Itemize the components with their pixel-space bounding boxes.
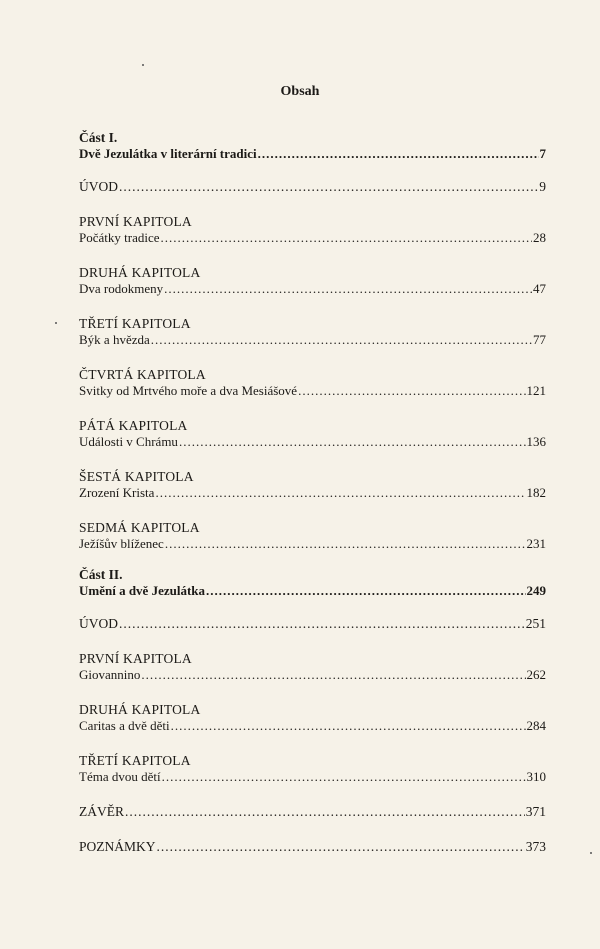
entry-title: POZNÁMKY — [79, 839, 156, 854]
entry-page: 231 — [526, 536, 546, 551]
toc-entry-chapter-4 — [79, 366, 546, 399]
dot-leader — [161, 230, 533, 246]
dot-leader — [162, 769, 526, 785]
chapter-label: TŘETÍ KAPITOLA — [79, 316, 191, 331]
dot-leader — [165, 536, 526, 552]
part-2-title: Umění a dvě Jezulátka — [79, 583, 206, 598]
chapter-label: DRUHÁ KAPITOLA — [79, 702, 201, 717]
part-1-title-line — [79, 146, 546, 162]
toc-line — [79, 178, 546, 195]
entry-title: Giovannino — [79, 667, 141, 682]
part-2-heading — [79, 566, 546, 599]
entry-title: Dva rodokmeny — [79, 281, 164, 296]
toc-line — [79, 434, 546, 450]
part-1-heading — [79, 129, 546, 162]
entry-page: 284 — [526, 718, 546, 733]
entry-page: 262 — [526, 667, 546, 682]
entry-title: Ježíšův blíženec — [79, 536, 164, 551]
dot-leader — [119, 615, 525, 632]
entry-page: 28 — [533, 230, 546, 245]
toc-entry-part2-chapter-2 — [79, 701, 546, 734]
entry-title: Býk a hvězda — [79, 332, 150, 347]
dot-leader — [141, 667, 525, 683]
part-1-label: Část I. — [79, 130, 118, 145]
entry-page: 47 — [533, 281, 546, 296]
toc-entry-chapter-2 — [79, 264, 546, 297]
dot-leader — [151, 332, 532, 348]
chapter-label: PÁTÁ KAPITOLA — [79, 418, 188, 433]
entry-title: Zrození Krista — [79, 485, 155, 500]
chapter-label: DRUHÁ KAPITOLA — [79, 265, 201, 280]
dot-leader — [258, 146, 539, 162]
entry-page: 121 — [526, 383, 546, 398]
toc-line — [79, 615, 546, 632]
toc-entry-part2-chapter-1 — [79, 650, 546, 683]
toc-entry-uvod-1 — [79, 178, 546, 195]
paper-speck — [142, 64, 144, 66]
paper-speck — [590, 852, 592, 854]
entry-page: 310 — [526, 769, 546, 784]
chapter-label: TŘETÍ KAPITOLA — [79, 753, 191, 768]
dot-leader — [157, 838, 525, 855]
dot-leader — [171, 718, 526, 734]
toc-line — [79, 383, 546, 399]
part-1-title: Dvě Jezulátka v literární tradici — [79, 146, 257, 161]
entry-title: Svitky od Mrtvého moře a dva Mesiášové — [79, 383, 298, 398]
chapter-label: ČTVRTÁ KAPITOLA — [79, 367, 206, 382]
entry-title: Téma dvou dětí — [79, 769, 161, 784]
entry-title: Caritas a dvě děti — [79, 718, 170, 733]
part-2-title-line — [79, 583, 546, 599]
toc-entry-chapter-1 — [79, 213, 546, 246]
dot-leader — [164, 281, 532, 297]
part-2-label: Část II. — [79, 567, 123, 582]
toc-line — [79, 536, 546, 552]
chapter-label: SEDMÁ KAPITOLA — [79, 520, 200, 535]
toc-entry-poznamky — [79, 838, 546, 855]
toc-line — [79, 803, 546, 820]
dot-leader — [155, 485, 525, 501]
toc-line — [79, 230, 546, 246]
toc-line — [79, 332, 546, 348]
entry-title: ÚVOD — [79, 179, 118, 194]
toc-line — [79, 485, 546, 501]
table-of-contents — [79, 129, 546, 873]
dot-leader — [298, 383, 525, 399]
entry-title: ZÁVĚR — [79, 804, 124, 819]
toc-entry-chapter-6 — [79, 468, 546, 501]
toc-entry-uvod-2 — [79, 615, 546, 632]
chapter-label: PRVNÍ KAPITOLA — [79, 651, 192, 666]
page-title: Obsah — [280, 84, 320, 99]
entry-page: 136 — [526, 434, 546, 449]
dot-leader — [206, 583, 525, 599]
toc-entry-zaver — [79, 803, 546, 820]
toc-entry-chapter-5 — [79, 417, 546, 450]
toc-line — [79, 838, 546, 855]
toc-line — [79, 281, 546, 297]
entry-page: 371 — [525, 804, 546, 819]
entry-title: ÚVOD — [79, 616, 118, 631]
entry-page: 251 — [525, 616, 546, 631]
entry-title: Události v Chrámu — [79, 434, 178, 449]
toc-line — [79, 718, 546, 734]
entry-page: 373 — [525, 839, 546, 854]
toc-line — [79, 667, 546, 683]
toc-entry-chapter-3 — [79, 315, 546, 348]
toc-line — [79, 769, 546, 785]
paper-speck — [55, 322, 57, 324]
entry-page: 182 — [526, 485, 546, 500]
dot-leader — [179, 434, 526, 450]
entry-page: 77 — [533, 332, 546, 347]
entry-page: 9 — [539, 179, 546, 194]
chapter-label: ŠESTÁ KAPITOLA — [79, 469, 194, 484]
entry-title: Počátky tradice — [79, 230, 160, 245]
toc-entry-part2-chapter-3 — [79, 752, 546, 785]
chapter-label: PRVNÍ KAPITOLA — [79, 214, 192, 229]
part-1-page: 7 — [539, 146, 546, 161]
part-2-page: 249 — [526, 583, 546, 598]
toc-entry-chapter-7 — [79, 519, 546, 552]
dot-leader — [119, 178, 538, 195]
dot-leader — [125, 803, 525, 820]
